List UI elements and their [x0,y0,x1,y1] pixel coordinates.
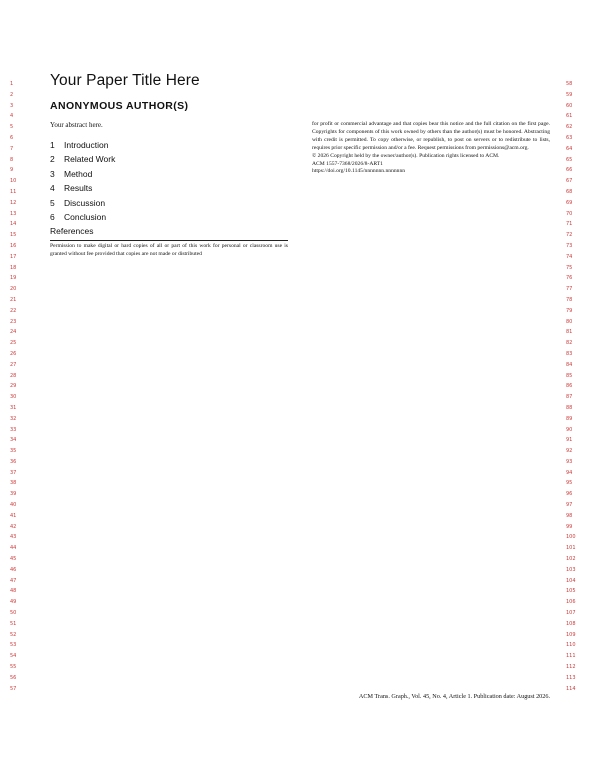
line-number: 59 [566,91,573,98]
line-number: 100 [566,534,576,541]
line-number: 76 [566,275,573,282]
line-number: 88 [566,404,573,411]
line-number: 101 [566,545,576,552]
line-number: 48 [10,588,17,595]
line-number: 25 [10,340,17,347]
line-number: 41 [10,512,17,519]
line-number: 111 [566,653,576,660]
toc-label: Related Work [64,154,116,165]
line-number: 54 [10,653,17,660]
line-number: 18 [10,264,17,271]
toc-item-introduction[interactable] [50,138,115,152]
line-number: 97 [566,502,573,509]
line-number: 95 [566,480,573,487]
line-number: 84 [566,361,573,368]
line-number: 40 [10,502,17,509]
line-number: 78 [566,296,573,303]
line-number: 77 [566,286,573,293]
toc-number: 5 [50,197,55,208]
line-number: 52 [10,631,17,638]
permission-notice-right [312,121,550,176]
toc-item-discussion[interactable] [50,196,115,210]
line-number: 71 [566,221,573,228]
line-number: 58 [566,81,573,87]
toc-label: References [50,226,94,237]
line-number: 75 [566,264,573,271]
line-number: 28 [10,372,17,379]
table-of-contents [50,138,115,239]
line-number: 68 [566,188,573,195]
line-number: 49 [10,599,17,606]
line-number: 39 [10,491,17,498]
line-number: 98 [566,512,573,519]
line-number: 12 [10,199,17,206]
left-line-numbers [10,79,30,694]
line-number: 42 [10,523,17,530]
line-number: 46 [10,566,17,573]
toc-label: Conclusion [64,211,107,222]
line-number: 109 [566,631,576,638]
toc-number: 2 [50,154,55,165]
line-number: 66 [566,167,573,174]
line-number: 16 [10,242,17,249]
line-number: 20 [10,286,17,293]
line-number: 61 [566,113,573,120]
line-number: 94 [566,469,573,476]
line-number: 80 [566,318,573,325]
line-number: 96 [566,491,573,498]
line-number: 103 [566,566,576,573]
line-number: 72 [566,232,573,239]
line-number: 32 [10,415,17,422]
line-number: 64 [566,145,573,152]
line-number: 11 [10,188,17,195]
line-number: 107 [566,610,576,617]
line-number: 92 [566,448,573,455]
line-number: 83 [566,350,573,357]
line-number: 114 [566,685,576,692]
line-number: 82 [566,340,573,347]
line-number: 43 [10,534,17,541]
line-number: 91 [566,437,573,444]
line-number: 99 [566,523,573,530]
line-number: 31 [10,404,17,411]
line-number: 26 [10,350,17,357]
line-number: 106 [566,599,576,606]
line-number: 93 [566,458,573,465]
line-number: 14 [10,221,17,228]
toc-item-references[interactable] [50,224,115,238]
toc-number: 6 [50,211,55,222]
line-number: 90 [566,426,573,433]
line-number: 113 [566,674,576,681]
line-number: 74 [566,253,573,260]
line-number: 22 [10,307,17,314]
line-number: 3 [10,102,14,109]
line-number: 86 [566,383,573,390]
line-number: 67 [566,178,573,185]
line-number: 36 [10,458,17,465]
line-number: 38 [10,480,17,487]
line-number: 27 [10,361,17,368]
toc-item-conclusion[interactable] [50,210,115,224]
line-number: 104 [566,577,576,584]
permission-text: for profit or commercial advantage and that copies bear this notice and the full citation on the first page. Copyrights for components of this work owned by others than the author(s) must be honored. Abstracting with credit is permitted. To copy otherwise, or republish, to post on servers or to redistribute to lists, requires prior specific permission and/or a fee. Request permissions from permissions@acm.org. [312,121,550,151]
toc-number: 3 [50,168,55,179]
toc-label: Introduction [64,140,109,150]
line-number: 9 [10,167,14,174]
line-number: 17 [10,253,17,260]
line-number: 110 [566,642,576,649]
line-number: 62 [566,124,573,131]
line-number: 21 [10,296,17,303]
line-number: 44 [10,545,17,552]
copyright-line: © 2026 Copyright held by the owner/author(s). Publication rights licensed to ACM. [312,152,500,159]
line-number: 85 [566,372,573,379]
author-line: ANONYMOUS AUTHOR(S) [50,100,189,112]
line-number: 37 [10,469,17,476]
line-number: 55 [10,664,17,671]
abstract: Your abstract here. [50,121,103,129]
line-number: 24 [10,329,17,336]
line-number: 89 [566,415,573,422]
line-number: 81 [566,329,573,336]
line-number: 1 [10,81,14,87]
footnote-divider [50,240,288,241]
line-number: 87 [566,394,573,401]
line-number: 6 [10,134,14,141]
paper-title: Your Paper Title Here [50,72,200,89]
line-number: 7 [10,145,14,152]
line-number: 29 [10,383,17,390]
line-number: 8 [10,156,14,163]
line-number: 105 [566,588,576,595]
line-number: 33 [10,426,17,433]
line-number: 34 [10,437,17,444]
doi-link[interactable]: https://doi.org/10.1145/nnnnnnn.nnnnnnn [312,168,406,175]
line-number: 23 [10,318,17,325]
toc-label: Method [64,168,93,179]
line-number: 50 [10,610,17,617]
toc-number: 4 [50,183,55,194]
line-number: 45 [10,556,17,563]
toc-label: Results [64,183,93,194]
toc-label: Discussion [64,197,106,208]
line-number: 63 [566,134,573,141]
line-number: 102 [566,556,576,563]
line-number: 70 [566,210,573,217]
toc-number: 1 [50,140,55,150]
line-number: 19 [10,275,17,282]
line-number: 2 [10,91,14,98]
line-number: 65 [566,156,573,163]
line-number: 79 [566,307,573,314]
toc-item-method[interactable] [50,167,115,181]
line-number: 5 [10,124,14,131]
issn-line: ACM 1557-7368/2026/8-ART1 [312,160,383,167]
line-number: 35 [10,448,17,455]
line-number: 108 [566,620,576,627]
line-number: 53 [10,642,17,649]
toc-item-results[interactable] [50,181,115,195]
line-number: 112 [566,664,576,671]
page-footer: ACM Trans. Graph., Vol. 45, No. 4, Article 1. Publication date: August 2026. [358,693,550,700]
line-number: 57 [10,685,17,692]
permission-notice-left: Permission to make digital or hard copies of all or part of this work for personal or classroom use is granted without fee provided that copies are not made or distributed [50,243,288,257]
toc-item-related-work[interactable] [50,152,115,166]
line-number: 15 [10,232,17,239]
line-number: 73 [566,242,573,249]
line-number: 51 [10,620,17,627]
line-number: 13 [10,210,17,217]
line-number: 4 [10,113,14,120]
line-number: 56 [10,674,17,681]
line-number: 47 [10,577,17,584]
line-number: 69 [566,199,573,206]
line-number: 30 [10,394,17,401]
line-number: 60 [566,102,573,109]
line-number: 10 [10,178,17,185]
right-line-numbers [566,79,590,694]
